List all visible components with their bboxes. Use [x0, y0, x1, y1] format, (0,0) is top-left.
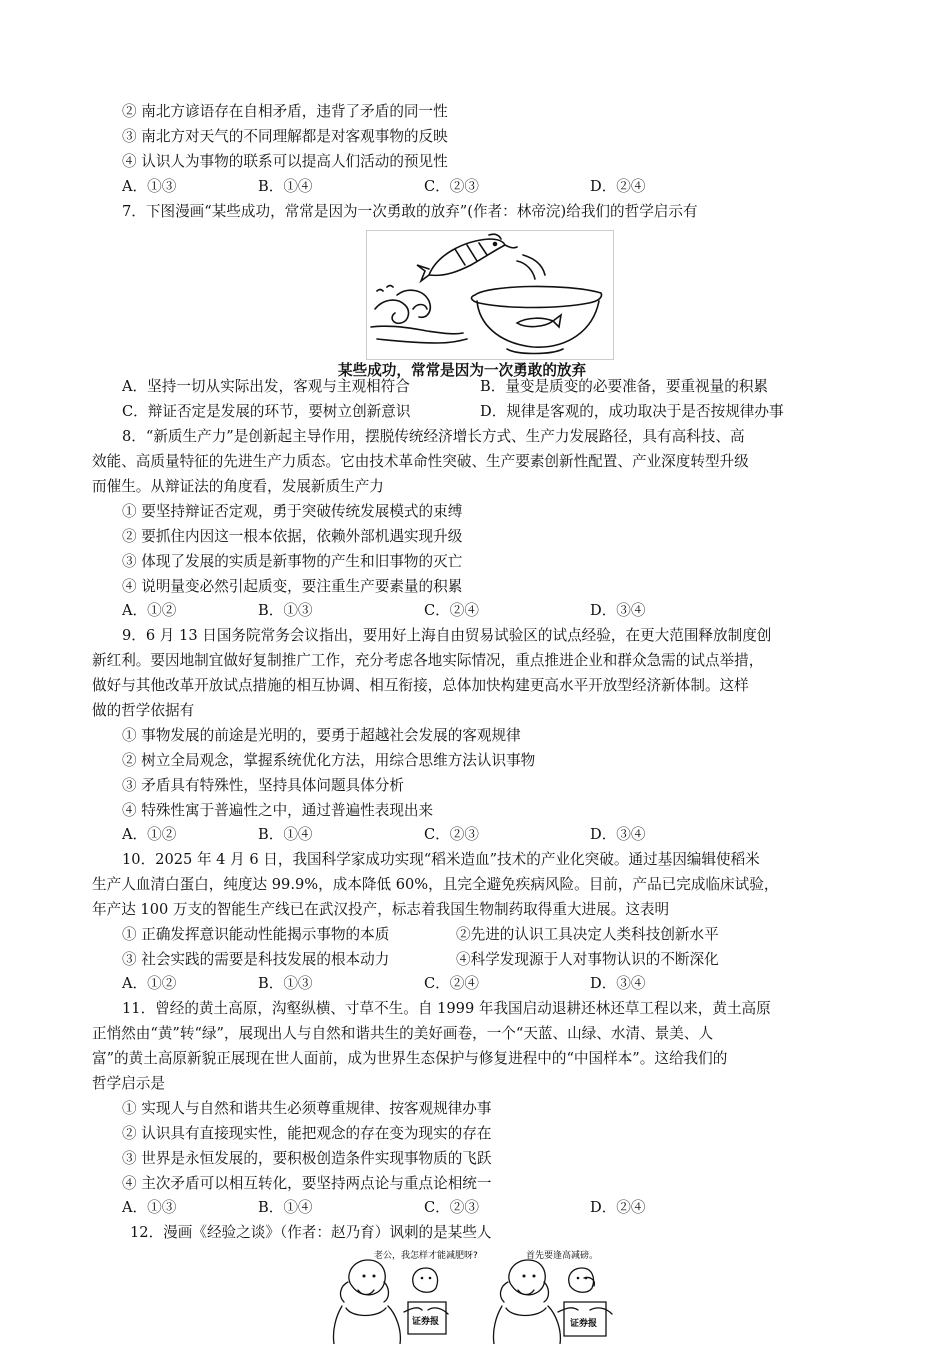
- q11-stem-line-3: 富”的黄土高原新貌正展现在世人面前，成为世界生态保护与修复进程中的“中国样本”。这给我们的: [92, 1050, 728, 1067]
- q9-item-3: ③ 矛盾具有特殊性，坚持具体问题具体分析: [122, 777, 404, 794]
- panel2-speech-text: 首先要逢高减磅。: [526, 1251, 599, 1261]
- q8-stem-line-2: 效能、高质量特征的先进生产力质态。它由技术革命性突破、生产要素创新性配置、产业深度转型升级: [92, 453, 749, 470]
- q11-item-1: ① 实现人与自然和谐共生必须尊重规律、按客观规律办事: [122, 1100, 492, 1117]
- q7-option-d: D．规律是客观的，成功取决于是否按规律办事: [480, 403, 784, 420]
- q10-stem-line-2: 生产人血清白蛋白，纯度达 99.9%，成本降低 60%，且完全避免疾病风险。目前，产品已完成临床试验，: [92, 876, 779, 893]
- q7-option-a: A．坚持一切从实际出发，客观与主观相符合: [122, 378, 410, 395]
- q11-stem-line-1: 11．曾经的黄土高原，沟壑纵横、寸草不生。自 1999 年我国启动退耕还林还草工程以来，黄土高原: [122, 1000, 771, 1017]
- q6-item-3: ③ 南北方对天气的不同理解都是对客观事物的反映: [122, 128, 448, 145]
- fish-cartoon-drawing: [367, 231, 613, 359]
- q8-item-3: ③ 体现了发展的实质是新事物的产生和旧事物的灭亡: [122, 553, 463, 570]
- q6-option-d: D．②④: [590, 178, 646, 195]
- q11-item-3: ③ 世界是永恒发展的，要积极创造条件实现事物质的飞跃: [122, 1150, 492, 1167]
- q7-figure-caption: 某些成功，常常是因为一次勇敢的放弃: [338, 362, 587, 379]
- q9-item-2: ② 树立全局观念，掌握系统优化方法，用综合思维方法认识事物: [122, 752, 536, 769]
- q8-item-4: ④ 说明量变必然引起质变，要注重生产要素量的积累: [122, 578, 463, 595]
- q8-item-2: ② 要抓住内因这一根本依据，依赖外部机遇实现升级: [122, 528, 463, 545]
- fish-cartoon-image: [366, 230, 614, 360]
- q7-stem: 7．下图漫画“某些成功，常常是因为一次勇敢的放弃”(作者：林帝浣)给我们的哲学启示有: [122, 203, 698, 220]
- q10-option-b: B．①③: [258, 975, 313, 992]
- experience-cartoon-drawing: [322, 1246, 640, 1344]
- q6-option-b: B．①④: [258, 178, 313, 195]
- q9-option-b: B．①④: [258, 826, 313, 843]
- panel1-newspaper-title: 证券报: [412, 1317, 440, 1327]
- q9-option-a: A．①②: [122, 826, 177, 843]
- q11-stem-line-4: 哲学启示是: [92, 1075, 165, 1092]
- q10-stem-line-1: 10．2025 年 4 月 6 日，我国科学家成功实现“稻米造血”技术的产业化突破。通过基因编辑使稻米: [122, 851, 760, 868]
- q9-stem-line-3: 做好与其他改革开放试点措施的相互协调、相互衔接，总体加快构建更高水平开放型经济新体制。这样: [92, 677, 749, 694]
- q11-option-a: A．①③: [122, 1199, 177, 1216]
- q6-item-2: ② 南北方谚语存在自相矛盾，违背了矛盾的同一性: [122, 103, 448, 120]
- q9-option-c: C．②③: [424, 826, 479, 843]
- q12-stem: 12．漫画《经验之谈》（作者：赵乃育）讽刺的是某些人: [130, 1224, 492, 1241]
- q9-stem-line-4: 做的哲学依据有: [92, 702, 195, 719]
- q6-option-a: A．①③: [122, 178, 177, 195]
- q10-item-4: ④科学发现源于人对事物认识的不断深化: [456, 951, 719, 968]
- q9-item-1: ① 事物发展的前途是光明的，要勇于超越社会发展的客观规律: [122, 727, 521, 744]
- q10-item-3: ③ 社会实践的需要是科技发展的根本动力: [122, 951, 390, 968]
- q10-stem-line-3: 年产达 100 万支的智能生产线已在武汉投产，标志着我国生物制药取得重大进展。这表明: [92, 901, 670, 918]
- q6-item-4: ④ 认识人为事物的联系可以提高人们活动的预见性: [122, 153, 448, 170]
- q6-option-c: C．②③: [424, 178, 479, 195]
- q9-item-4: ④ 特殊性寓于普遍性之中，通过普遍性表现出来: [122, 802, 434, 819]
- panel2-newspaper-title: 证券报: [570, 1319, 598, 1329]
- q7-option-c: C．辩证否定是发展的环节，要树立创新意识: [122, 403, 411, 420]
- q8-option-c: C．②④: [424, 602, 479, 619]
- q11-item-2: ② 认识具有直接现实性，能把观念的存在变为现实的存在: [122, 1125, 492, 1142]
- q8-stem-line-3: 而催生。从辩证法的角度看，发展新质生产力: [92, 478, 384, 495]
- q9-option-d: D．③④: [590, 826, 646, 843]
- q11-item-4: ④ 主次矛盾可以相互转化，要坚持两点论与重点论相统一: [122, 1175, 492, 1192]
- q8-stem-line-1: 8．“新质生产力”是创新起主导作用，摆脱传统经济增长方式、生产力发展路径，具有高科技、高: [122, 428, 745, 445]
- q11-stem-line-2: 正悄然由“黄”转“绿”，展现出人与自然和谐共生的美好画卷，一个“天蓝、山绿、水清、景美、人: [92, 1025, 714, 1042]
- q10-option-d: D．③④: [590, 975, 646, 992]
- q9-stem-line-2: 新红利。要因地制宜做好复制推广工作，充分考虑各地实际情况，重点推进企业和群众急需的试点举措，: [92, 652, 764, 669]
- q7-option-b: B．量变是质变的必要准备，要重视量的积累: [480, 378, 769, 395]
- experience-cartoon-image: [322, 1246, 640, 1344]
- q11-option-c: C．②③: [424, 1199, 479, 1216]
- panel1-speech-text: 老公，我怎样才能减肥呀?: [374, 1251, 478, 1261]
- q9-stem-line-1: 9．6 月 13 日国务院常务会议指出，要用好上海自由贸易试验区的试点经验，在更大范围释放制度创: [122, 627, 772, 644]
- q8-option-a: A．①②: [122, 602, 177, 619]
- q10-item-1: ① 正确发挥意识能动性能揭示事物的本质: [122, 926, 390, 943]
- q10-item-2: ②先进的认识工具决定人类科技创新水平: [456, 926, 719, 943]
- q10-option-c: C．②④: [424, 975, 479, 992]
- q11-option-b: B．①④: [258, 1199, 313, 1216]
- q11-option-d: D．②④: [590, 1199, 646, 1216]
- q8-item-1: ① 要坚持辩证否定观，勇于突破传统发展模式的束缚: [122, 503, 463, 520]
- q10-option-a: A．①②: [122, 975, 177, 992]
- q8-option-d: D．③④: [590, 602, 646, 619]
- q8-option-b: B．①③: [258, 602, 313, 619]
